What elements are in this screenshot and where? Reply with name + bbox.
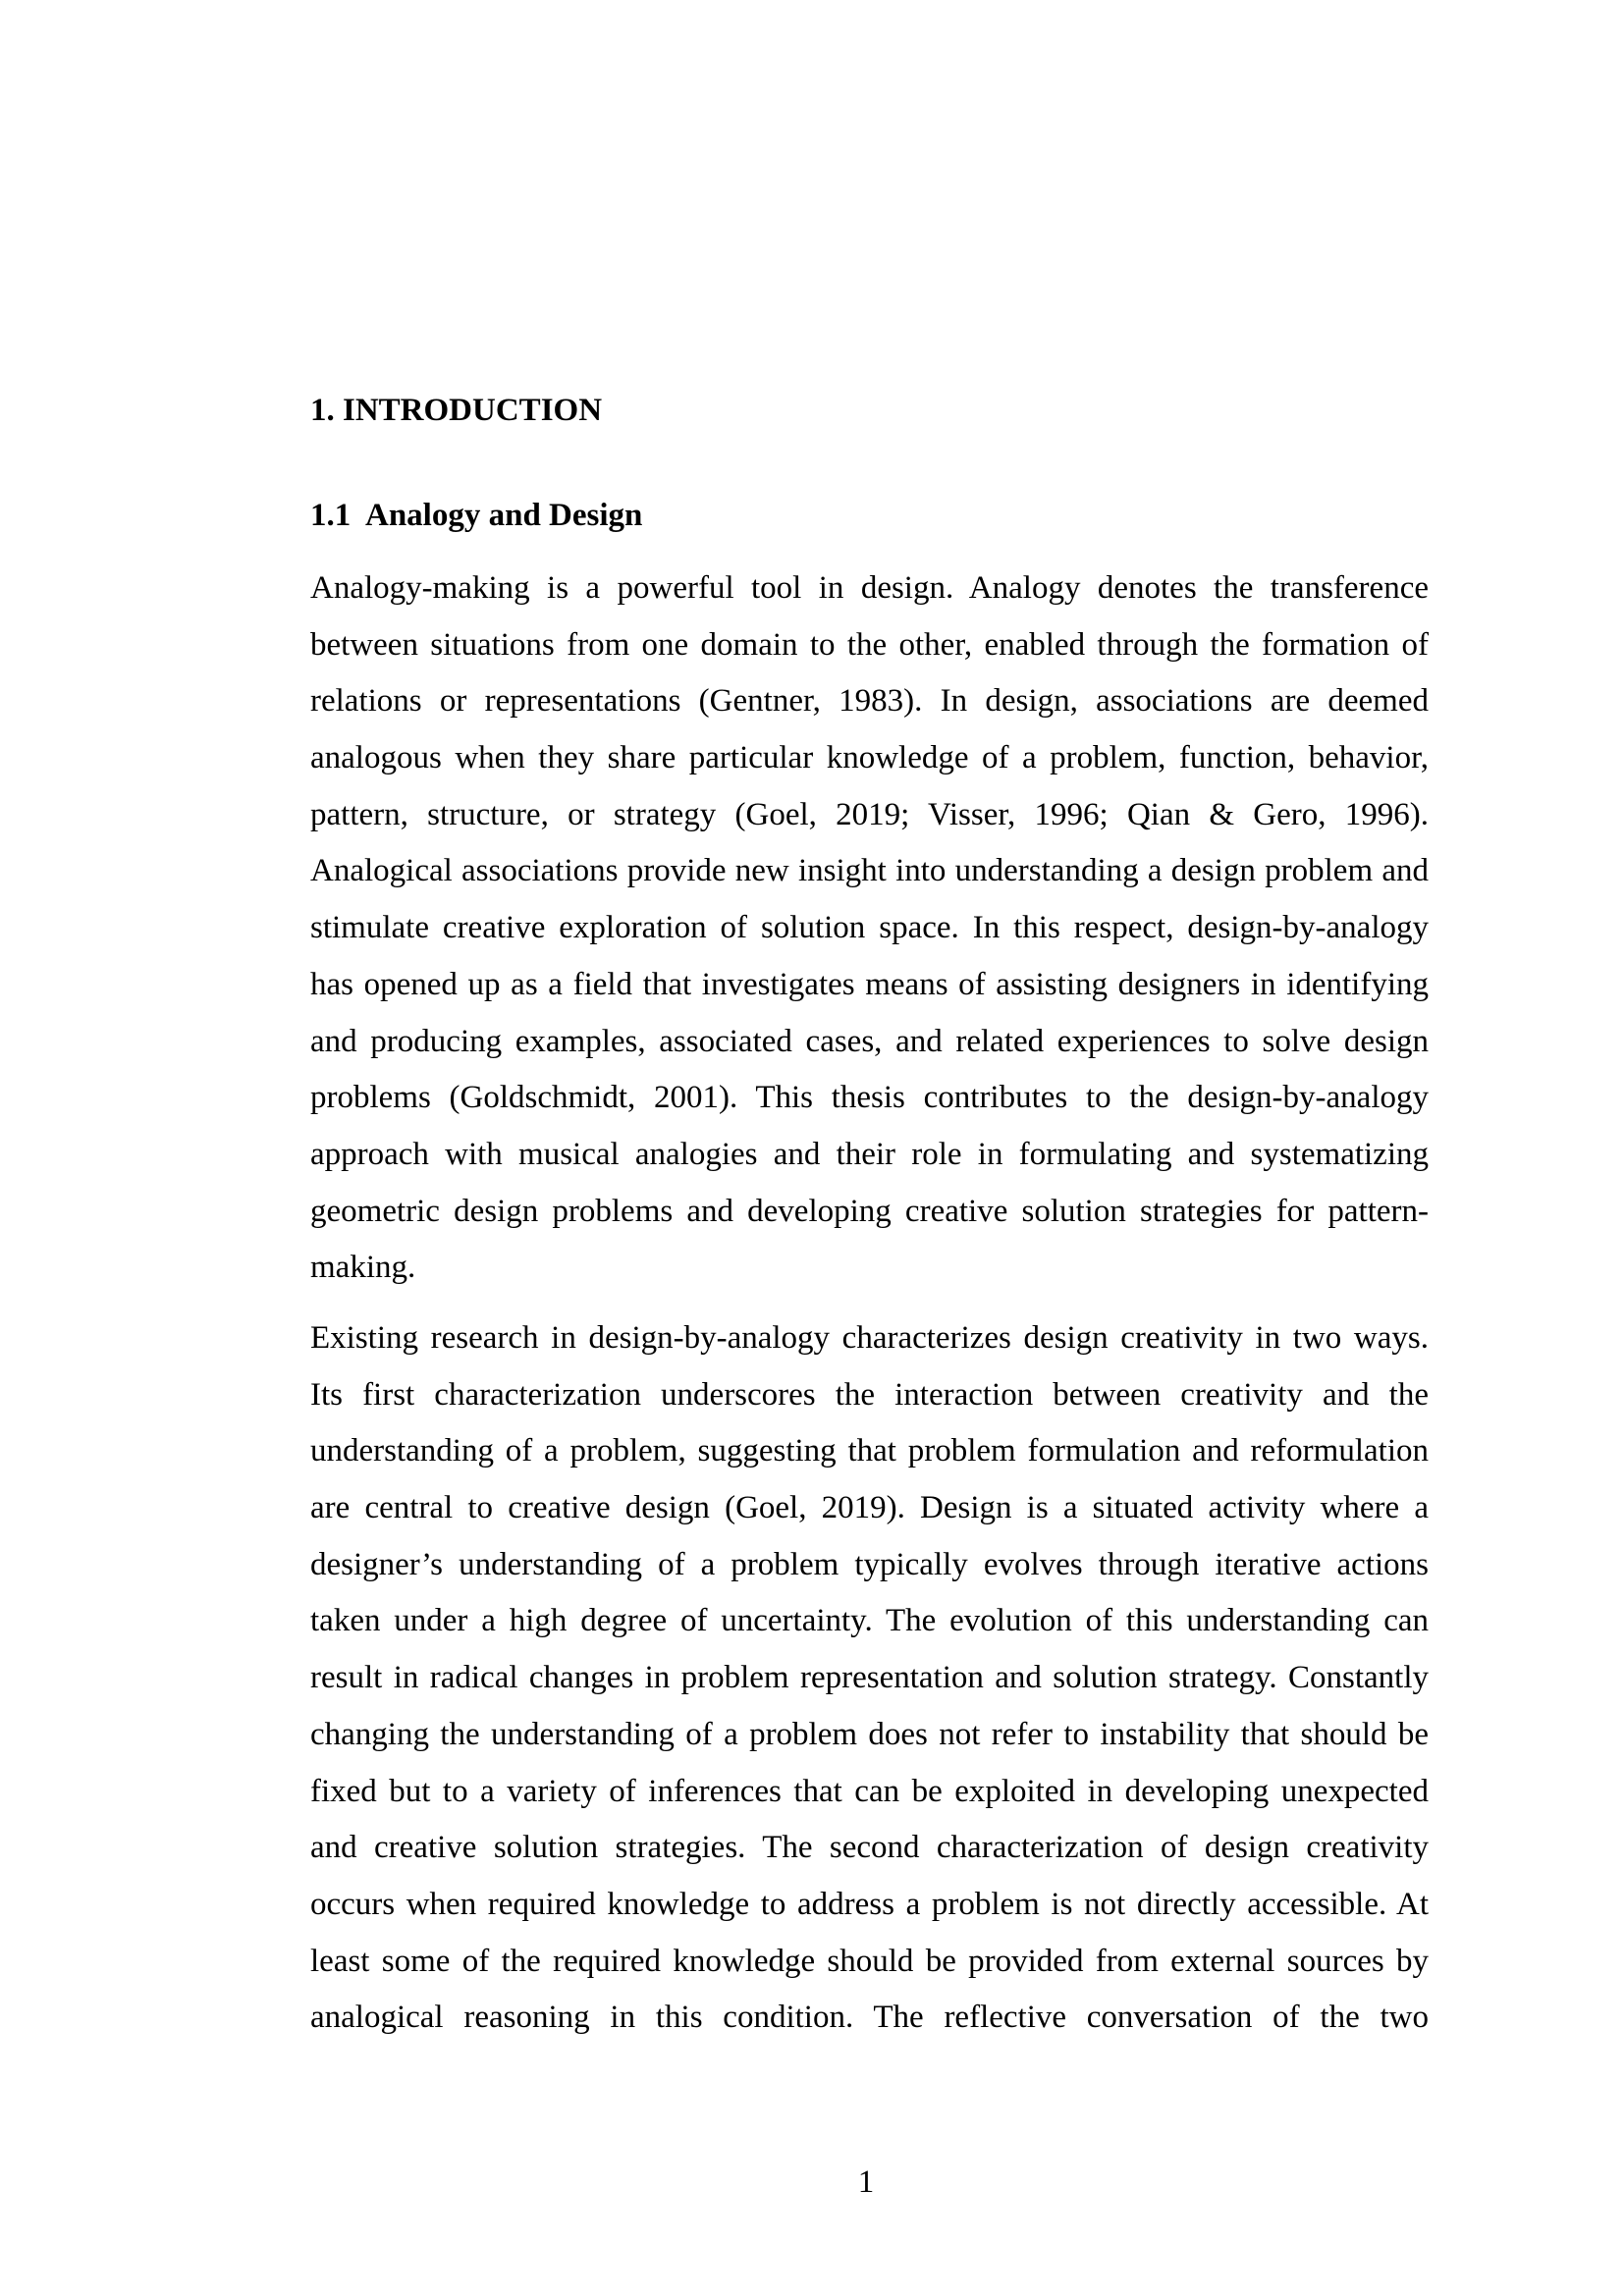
text-line: understanding of a problem, suggesting that problem formulation and reformulation [310, 1433, 1429, 1469]
page-number: 1 [857, 2164, 875, 2200]
text-line: has opened up as a field that investigates means of assisting designers in identifying [310, 966, 1429, 1002]
text-line: problems (Goldschmidt, 2001). This thesis contributes to the design-by-analogy [310, 1080, 1429, 1116]
section-number: 1.1 [310, 498, 352, 533]
text-line: between situations from one domain to the other, enabled through the formation of [310, 626, 1429, 663]
text-line: analogous when they share particular knowledge of a problem, function, behavior, [310, 740, 1429, 776]
text-line: taken under a high degree of uncertainty. The evolution of this understanding can [310, 1603, 1429, 1639]
paragraph [310, 561, 1429, 1297]
chapter-heading: 1. INTRODUCTION [310, 393, 603, 428]
text-line: Analogy-making is a powerful tool in design. Analogy denotes the transference [310, 570, 1429, 606]
text-line: result in radical changes in problem representation and solution strategy. Constantly [310, 1660, 1429, 1696]
text-line: analogical reasoning in this condition. The reflective conversation of the two [310, 2000, 1429, 2036]
text-line: fixed but to a variety of inferences that can be exploited in developing unexpected [310, 1773, 1429, 1809]
paragraph [310, 1310, 1429, 2047]
text-line: geometric design problems and developing creative solution strategies for pattern- [310, 1193, 1429, 1229]
text-line: Analogical associations provide new insight into understanding a design problem and [310, 853, 1429, 889]
text-line: changing the understanding of a problem does not refer to instability that should be [310, 1716, 1429, 1752]
text-line: and creative solution strategies. The second characterization of design creativity [310, 1830, 1429, 1866]
text-line: relations or representations (Gentner, 1983). In design, associations are deemed [310, 683, 1429, 720]
text-line: are central to creative design (Goel, 2019). Design is a situated activity where a [310, 1490, 1429, 1526]
text-line: Its first characterization underscores the interaction between creativity and the [310, 1376, 1429, 1413]
text-line: pattern, structure, or strategy (Goel, 2019; Visser, 1996; Qian & Gero, 1996). [310, 796, 1429, 832]
text-line: approach with musical analogies and their role in formulating and systematizing [310, 1136, 1429, 1172]
text-line: and producing examples, associated cases, and related experiences to solve design [310, 1023, 1429, 1059]
text-line: stimulate creative exploration of solution space. In this respect, design-by-analogy [310, 910, 1429, 946]
text-line: Existing research in design-by-analogy characterizes design creativity in two ways. [310, 1320, 1429, 1356]
section-heading [310, 496, 642, 535]
text-line: occurs when required knowledge to address a problem is not directly accessible. At [310, 1886, 1429, 1922]
section-title: Analogy and Design [365, 498, 643, 533]
text-line: least some of the required knowledge should be provided from external sources by [310, 1943, 1429, 1979]
text-line: designer’s understanding of a problem typically evolves through iterative actions [310, 1546, 1429, 1582]
text-line: making. [310, 1250, 416, 1286]
